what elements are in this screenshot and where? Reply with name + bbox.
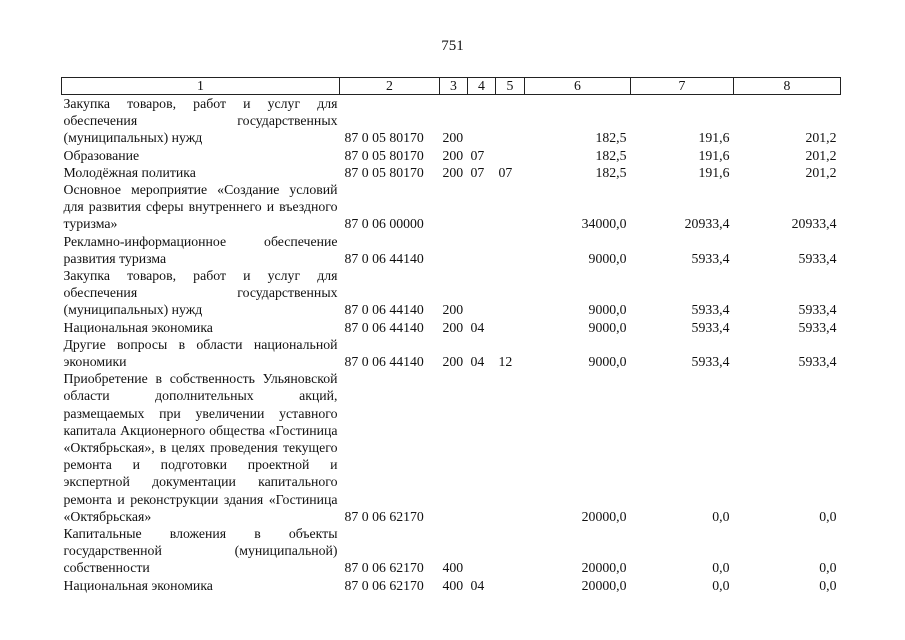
row-amount-1: 20000,0 (581, 508, 627, 524)
column-header: 7 (631, 78, 734, 95)
row-section (468, 525, 496, 577)
column-header: 2 (340, 78, 440, 95)
row-name: Приобретение в собственность Ульяновской области дополнительных акций, размещаемых при увеличении уставного капитала Акционерного общества «Гостиница «Октябрьская», в целях проведения текущего ремонта и подготовки проектной и экспертной документации капитального ремонта и реконструкции здания «Гостиница «Октябрьская» (63, 371, 338, 524)
row-section: 07 (470, 164, 485, 180)
row-amount-2: 5933,4 (691, 354, 730, 370)
column-header: 4 (468, 78, 496, 95)
row-name: Молодёжная политика (63, 164, 196, 180)
row-amount-2: 191,6 (698, 130, 730, 146)
row-subsection: 07 (498, 164, 513, 180)
row-amount-3: 0,0 (819, 560, 837, 576)
row-amount-2: 191,6 (698, 164, 730, 180)
row-target-code: 87 0 05 80170 (344, 130, 424, 146)
row-name: Основное мероприятие «Создание условий для развития сферы внутреннего и въездного туризма» (63, 182, 338, 232)
row-subsection (496, 233, 525, 267)
row-name: Другие вопросы в области национальной экономики (63, 336, 338, 370)
row-amount-3: 201,2 (805, 164, 837, 180)
row-amount-3: 201,2 (805, 147, 837, 163)
table-row (62, 233, 841, 267)
row-expense-type (440, 233, 468, 267)
row-target-code: 87 0 06 62170 (344, 577, 424, 593)
row-amount-3: 5933,4 (798, 354, 837, 370)
row-target-code: 87 0 05 80170 (344, 164, 424, 180)
column-header-row (62, 78, 841, 95)
row-name: Закупка товаров, работ и услуг для обеспечения государственных (муниципальных) нужд (63, 268, 338, 318)
row-amount-2: 0,0 (712, 577, 730, 593)
row-amount-2: 0,0 (712, 508, 730, 524)
budget-table (61, 77, 841, 594)
row-amount-1: 182,5 (595, 130, 627, 146)
row-name: Капитальные вложения в объекты государственной (муниципальной) собственности (63, 526, 338, 576)
row-amount-1: 182,5 (595, 164, 627, 180)
row-section (468, 233, 496, 267)
row-target-code: 87 0 05 80170 (344, 147, 424, 163)
row-section (468, 370, 496, 525)
row-amount-2: 20933,4 (684, 216, 730, 232)
row-expense-type: 400 (442, 560, 464, 576)
column-header: 3 (440, 78, 468, 95)
row-amount-3: 201,2 (805, 130, 837, 146)
row-name: Национальная экономика (63, 319, 213, 335)
row-target-code: 87 0 06 44140 (344, 250, 424, 266)
row-amount-2: 0,0 (712, 560, 730, 576)
row-amount-2: 191,6 (698, 147, 730, 163)
row-name: Национальная экономика (63, 577, 213, 593)
page-number: 751 (441, 38, 464, 54)
row-amount-2: 5933,4 (691, 302, 730, 318)
table-row (62, 319, 841, 336)
row-subsection (496, 267, 525, 319)
table-row (62, 336, 841, 370)
row-section (468, 95, 496, 147)
row-section: 04 (470, 577, 485, 593)
row-section: 04 (470, 354, 485, 370)
row-subsection (496, 181, 525, 233)
table-row (62, 370, 841, 525)
row-amount-3: 0,0 (819, 508, 837, 524)
row-subsection (496, 577, 525, 594)
row-section (468, 181, 496, 233)
column-header: 6 (525, 78, 631, 95)
table-row (62, 164, 841, 181)
row-target-code: 87 0 06 62170 (344, 560, 424, 576)
row-amount-1: 20000,0 (581, 577, 627, 593)
row-subsection (496, 370, 525, 525)
row-amount-1: 34000,0 (581, 216, 627, 232)
row-expense-type: 200 (442, 130, 464, 146)
row-section: 04 (470, 319, 485, 335)
row-amount-3: 5933,4 (798, 302, 837, 318)
row-target-code: 87 0 06 44140 (344, 354, 424, 370)
table-body (62, 95, 841, 594)
row-section (468, 267, 496, 319)
column-header: 1 (62, 78, 340, 95)
table-row (62, 95, 841, 147)
row-amount-2: 5933,4 (691, 319, 730, 335)
row-target-code: 87 0 06 44140 (344, 302, 424, 318)
table-row (62, 577, 841, 594)
row-name: Закупка товаров, работ и услуг для обеспечения государственных (муниципальных) нужд (63, 96, 338, 146)
row-name: Образование (63, 147, 140, 163)
row-amount-1: 182,5 (595, 147, 627, 163)
row-amount-3: 20933,4 (791, 216, 837, 232)
row-target-code: 87 0 06 44140 (344, 319, 424, 335)
column-header: 8 (734, 78, 841, 95)
row-expense-type (440, 181, 468, 233)
row-amount-3: 5933,4 (798, 250, 837, 266)
row-amount-1: 20000,0 (581, 560, 627, 576)
row-expense-type: 200 (442, 302, 464, 318)
column-header: 5 (496, 78, 525, 95)
row-expense-type: 200 (442, 319, 464, 335)
row-subsection: 12 (498, 354, 513, 370)
row-amount-1: 9000,0 (588, 319, 627, 335)
row-amount-1: 9000,0 (588, 302, 627, 318)
row-expense-type (440, 370, 468, 525)
row-amount-1: 9000,0 (588, 250, 627, 266)
row-expense-type: 400 (442, 577, 464, 593)
row-subsection (496, 95, 525, 147)
row-expense-type: 200 (442, 354, 464, 370)
table-row (62, 267, 841, 319)
row-target-code: 87 0 06 62170 (344, 508, 424, 524)
row-expense-type: 200 (442, 147, 464, 163)
row-subsection (496, 319, 525, 336)
row-amount-3: 0,0 (819, 577, 837, 593)
row-target-code: 87 0 06 00000 (344, 216, 424, 232)
row-amount-3: 5933,4 (798, 319, 837, 335)
row-amount-1: 9000,0 (588, 354, 627, 370)
table-row (62, 525, 841, 577)
row-name: Рекламно-информационное обеспечение развития туризма (63, 233, 338, 266)
table-row (62, 181, 841, 233)
row-expense-type: 200 (442, 164, 464, 180)
row-section: 07 (470, 147, 485, 163)
row-subsection (496, 525, 525, 577)
row-amount-2: 5933,4 (691, 250, 730, 266)
table-row (62, 147, 841, 164)
row-subsection (496, 147, 525, 164)
